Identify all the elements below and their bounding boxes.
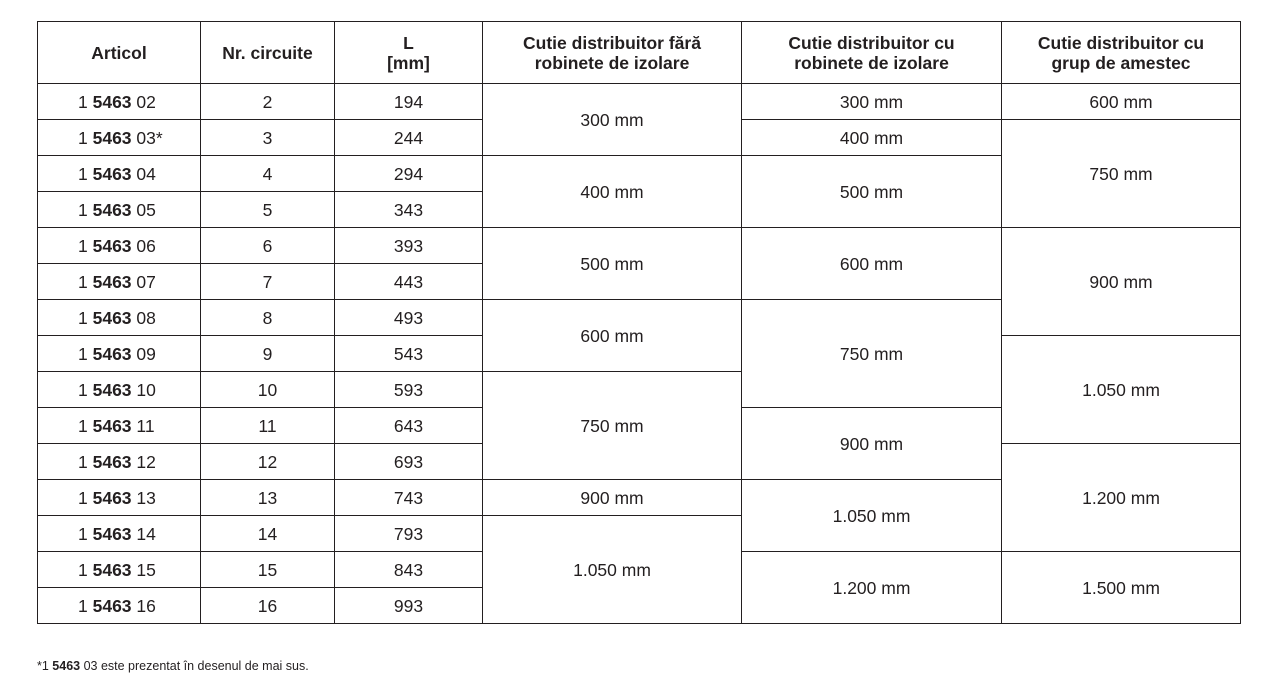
circuits-cell: 9 xyxy=(201,336,335,372)
article-cell: 1 5463 02 xyxy=(38,84,201,120)
article-cell: 1 5463 14 xyxy=(38,516,201,552)
box-with-valves-cell: 400 mm xyxy=(742,120,1002,156)
article-cell: 1 5463 06 xyxy=(38,228,201,264)
box-with-valves-cell: 1.050 mm xyxy=(742,480,1002,552)
circuits-cell: 5 xyxy=(201,192,335,228)
box-without-valves-cell: 600 mm xyxy=(483,300,742,372)
box-without-valves-cell: 900 mm xyxy=(483,480,742,516)
circuits-cell: 16 xyxy=(201,588,335,624)
article-cell: 1 5463 04 xyxy=(38,156,201,192)
box-mixing-group-cell: 1.050 mm xyxy=(1002,336,1241,444)
box-with-valves-cell: 500 mm xyxy=(742,156,1002,228)
length-cell: 294 xyxy=(335,156,483,192)
circuits-cell: 10 xyxy=(201,372,335,408)
header-length: L [mm] xyxy=(335,22,483,84)
article-cell: 1 5463 10 xyxy=(38,372,201,408)
circuits-cell: 15 xyxy=(201,552,335,588)
table-row xyxy=(38,84,1241,102)
box-with-valves-cell: 600 mm xyxy=(742,228,1002,300)
length-cell: 993 xyxy=(335,588,483,624)
length-cell: 343 xyxy=(335,192,483,228)
box-with-valves-cell: 300 mm xyxy=(742,84,1002,120)
box-with-valves-cell: 750 mm xyxy=(742,300,1002,408)
length-cell: 743 xyxy=(335,480,483,516)
article-cell: 1 5463 07 xyxy=(38,264,201,300)
article-cell: 1 5463 12 xyxy=(38,444,201,480)
circuits-cell: 2 xyxy=(201,84,335,120)
article-cell: 1 5463 05 xyxy=(38,192,201,228)
box-with-valves-cell: 1.200 mm xyxy=(742,552,1002,624)
article-cell: 1 5463 03* xyxy=(38,120,201,156)
box-without-valves-cell: 1.050 mm xyxy=(483,516,742,624)
box-with-valves-cell: 900 mm xyxy=(742,408,1002,480)
circuits-cell: 4 xyxy=(201,156,335,192)
length-cell: 543 xyxy=(335,336,483,372)
article-cell: 1 5463 09 xyxy=(38,336,201,372)
circuits-cell: 8 xyxy=(201,300,335,336)
circuits-cell: 11 xyxy=(201,408,335,444)
header-box-mixing-group: Cutie distribuitor cu grup de amestec xyxy=(1002,22,1241,84)
circuits-cell: 7 xyxy=(201,264,335,300)
length-cell: 493 xyxy=(335,300,483,336)
length-cell: 244 xyxy=(335,120,483,156)
header-box-without-valves: Cutie distribuitor fără robinete de izolare xyxy=(483,22,742,84)
table-header-row xyxy=(38,22,1241,84)
article-cell: 1 5463 08 xyxy=(38,300,201,336)
circuits-cell: 12 xyxy=(201,444,335,480)
article-cell: 1 5463 13 xyxy=(38,480,201,516)
header-nr-circuite: Nr. circuite xyxy=(201,22,335,84)
table-row xyxy=(38,228,1241,246)
length-cell: 793 xyxy=(335,516,483,552)
box-mixing-group-cell: 600 mm xyxy=(1002,84,1241,120)
circuits-cell: 6 xyxy=(201,228,335,264)
header-box-with-valves: Cutie distribuitor cu robinete de izolare xyxy=(742,22,1002,84)
box-without-valves-cell: 750 mm xyxy=(483,372,742,480)
length-cell: 393 xyxy=(335,228,483,264)
footnote: *1 5463 03 este prezentat în desenul de mai sus. xyxy=(37,659,309,673)
box-mixing-group-cell: 1.200 mm xyxy=(1002,444,1241,552)
circuits-cell: 14 xyxy=(201,516,335,552)
article-cell: 1 5463 15 xyxy=(38,552,201,588)
length-cell: 843 xyxy=(335,552,483,588)
length-cell: 443 xyxy=(335,264,483,300)
circuits-cell: 13 xyxy=(201,480,335,516)
circuits-cell: 3 xyxy=(201,120,335,156)
length-cell: 643 xyxy=(335,408,483,444)
length-cell: 194 xyxy=(335,84,483,120)
length-cell: 593 xyxy=(335,372,483,408)
box-mixing-group-cell: 900 mm xyxy=(1002,228,1241,336)
box-mixing-group-cell: 1.500 mm xyxy=(1002,552,1241,624)
box-mixing-group-cell: 750 mm xyxy=(1002,120,1241,228)
header-articol: Articol xyxy=(38,22,201,84)
article-cell: 1 5463 16 xyxy=(38,588,201,624)
article-cell: 1 5463 11 xyxy=(38,408,201,444)
length-cell: 693 xyxy=(335,444,483,480)
box-without-valves-cell: 300 mm xyxy=(483,84,742,156)
box-without-valves-cell: 400 mm xyxy=(483,156,742,228)
box-without-valves-cell: 500 mm xyxy=(483,228,742,300)
box-sizes-table xyxy=(37,21,1241,624)
